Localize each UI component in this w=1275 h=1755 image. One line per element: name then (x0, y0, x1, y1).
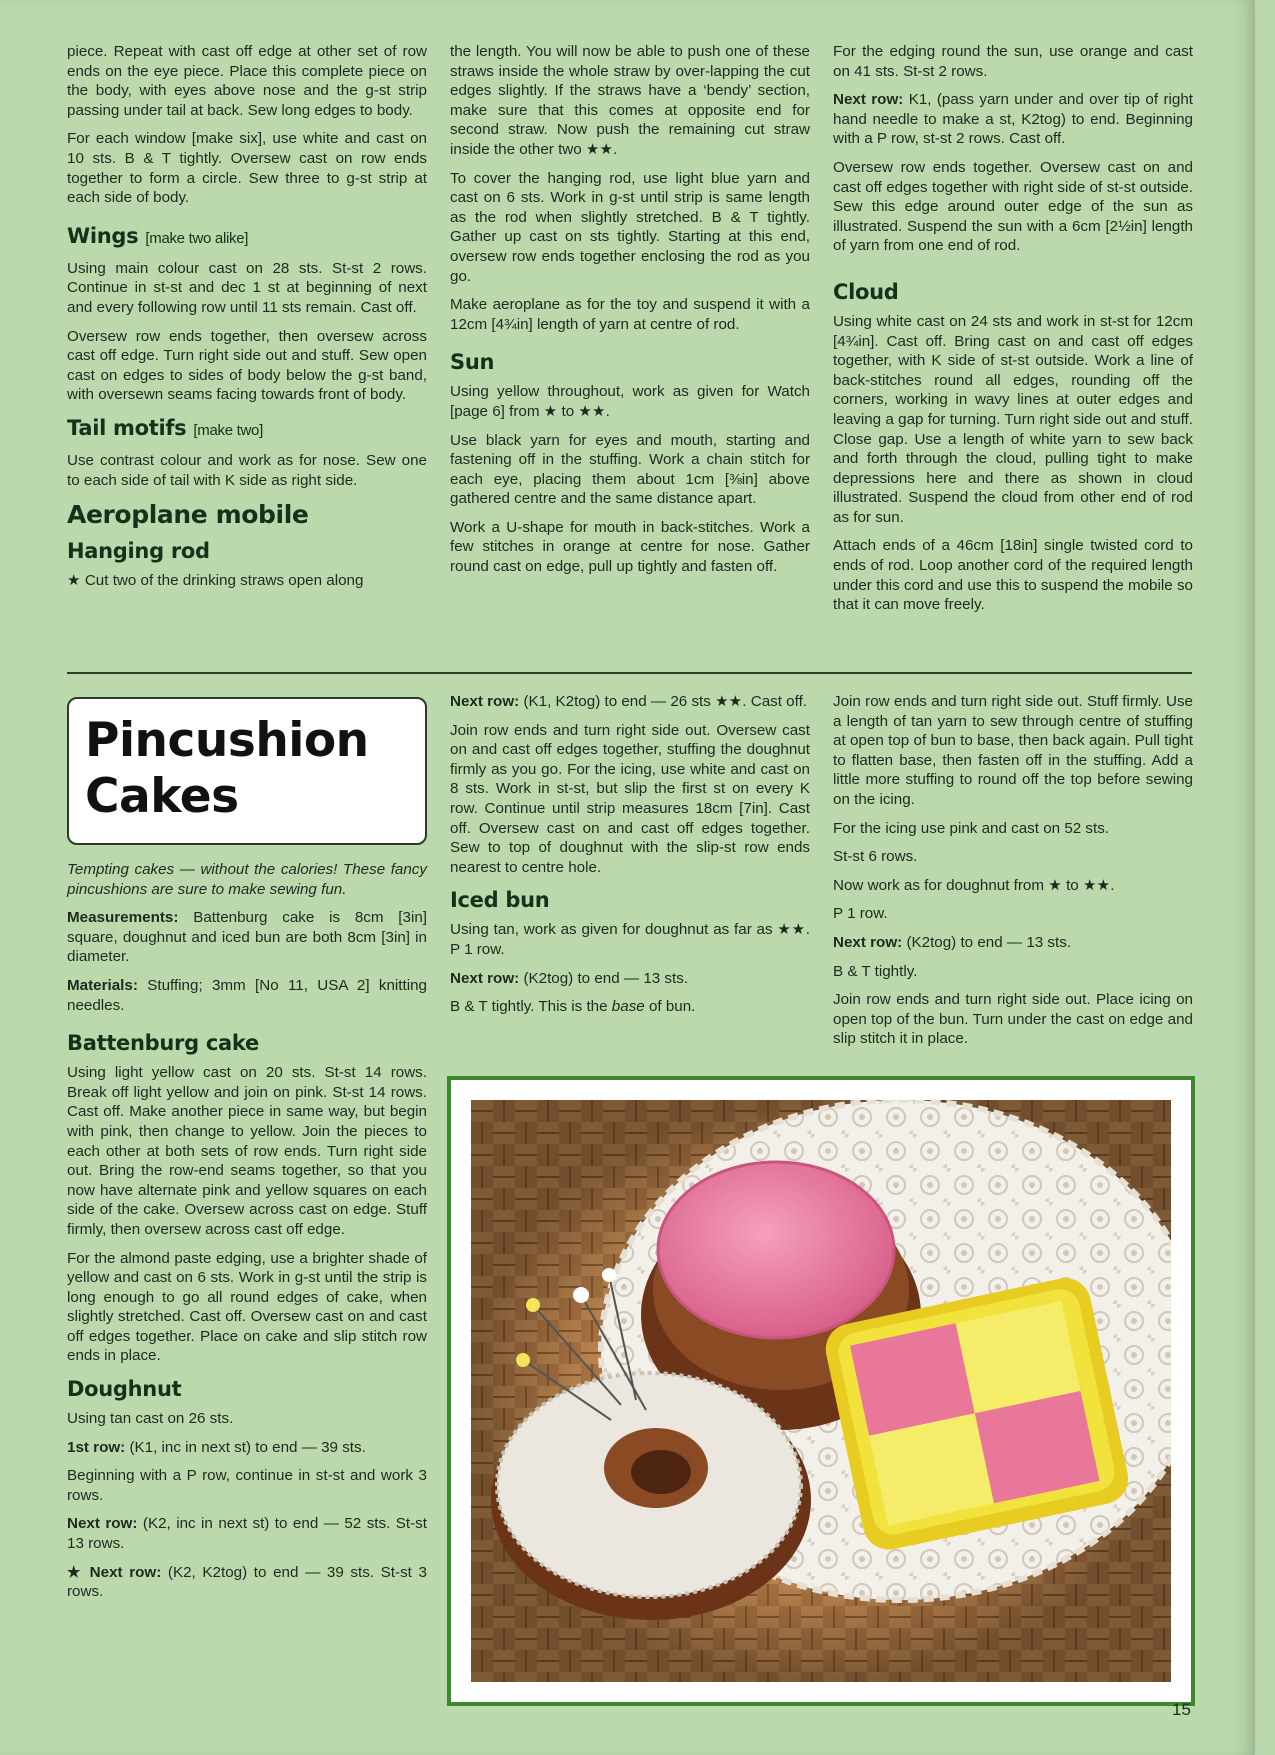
paragraph: Materials: Stuffing; 3mm [No 11, USA 2] knitting needles. (67, 976, 427, 1014)
paragraph: Join row ends and turn right side out. Oversew cast on and cast off edges together, stuffing the doughnut firmly as you go. For the icing, use white and cast on 8 sts. Work in st-st, but slip the first st on every K row. Continue until strip measures 18cm [7in]. Cast off. Oversew cast on and cast off edges together. Sew to top of doughnut with the slip-st row ends nearest to centre hole. (450, 721, 810, 876)
paragraph: B & T tightly. (833, 962, 918, 980)
column-1-bottom (67, 860, 427, 1611)
paragraph: Oversew row ends together. Oversew cast on and cast off edges together with right side of st-st outside. Sew this edge around outer edge of the sun as illustrated. Suspend the sun with a 6cm [2½in] length of yarn from one end of rod. (833, 158, 1193, 255)
paragraph: Using tan cast on 26 sts. (67, 1410, 234, 1428)
paragraph: B & T tightly. This is the base of bun. (450, 998, 696, 1016)
page-number: 15 (1172, 1700, 1191, 1719)
paragraph: Join row ends and turn right side out. Place icing on open top of the bun. Turn under the cast on edge and slip stitch it in place. (833, 991, 1193, 1048)
section-heading-aeroplane-mobile: Aeroplane mobile (67, 500, 309, 530)
paragraph: 1st row: (K1, inc in next st) to end — 39 sts. (67, 1438, 366, 1456)
paragraph: Using white cast on 24 sts and work in st-st for 12cm [4¾in]. Cast off. Bring cast on and cast off edges together, with K side of st-st outside. Work a line of back-stitches round all edges, rounding off the corners, working in wavy lines at outer edges and leaving a gap for turning. Turn right side out and stuff. Close gap. Use a length of white yarn to sew back and forth through the cloud, pulling tight to make depressions here and there as shown in cloud illustrated. Suspend the cloud from other end of rod as for sun. (833, 312, 1193, 526)
column-2-bottom (450, 692, 810, 1026)
paragraph: Using tan, work as given for doughnut as far as ★★. P 1 row. (450, 921, 810, 958)
section-heading-wings: Wings [make two alike] (67, 223, 249, 248)
paragraph: For the icing use pink and cast on 52 sts. (833, 819, 1110, 837)
paragraph: piece. Repeat with cast off edge at other set of row ends on the eye piece. Place this complete piece on the body, with eyes above nose and the g-st strip passing under tail at back. Sew long edges to body. (67, 43, 427, 119)
paragraph: Next row: K1, (pass yarn under and over tip of right hand needle to make a st, K2tog) to end. Beginning with a P row, st-st 2 rows. Cast off. (833, 91, 1193, 148)
intro-text: Tempting cakes — without the calories! These fancy pincushions are sure to make sewing fun. (67, 861, 427, 898)
title-box (67, 697, 427, 845)
section-heading-battenburg: Battenburg cake (67, 1031, 259, 1056)
page-title-line-2: Cakes (85, 769, 239, 824)
row-label: Next row: (450, 969, 520, 987)
section-heading-hanging-rod: Hanging rod (67, 539, 210, 564)
page-title-line-1: Pincushion (85, 713, 369, 768)
paragraph: Join row ends and turn right side out. Stuff firmly. Use a length of tan yarn to sew through centre of stuffing at open top of bun to base, then back again. Pull tight to flatten base, then fasten off in the stuffing. Add a little more stuffing to round off the top before sewing on the icing. (833, 693, 1193, 808)
paragraph: Using main colour cast on 28 sts. St-st 2 rows. Continue in st-st and dec 1 st at beginning of next and every following row until 11 sts remain. Cast off. (67, 259, 427, 316)
row-label: Next row: (450, 693, 520, 710)
section-divider (67, 672, 1192, 674)
section-heading-iced-bun: Iced bun (450, 888, 550, 913)
row-label: Next row: (833, 91, 904, 109)
paragraph: Next row: (K1, K2tog) to end — 26 sts ★★. Cast off. (450, 693, 808, 710)
paragraph: Work a U-shape for mouth in back-stitches. Work a few stitches in orange at centre for nose. Gather round cast on edge, pull up tightly and fasten off. (450, 518, 810, 576)
paragraph: Next row: (K2tog) to end — 13 sts. (450, 969, 689, 987)
paragraph: For the almond paste edging, use a brighter shade of yellow and cast on 6 sts. Work in g-st until the strip is long enough to go all round edges of cake, when slightly stretched. Cast off. Oversew cast on and cast off edges together. Place on cake and slip stitch row ends in place. (67, 1249, 427, 1365)
photo-frame (447, 1076, 1195, 1706)
paragraph: For the edging round the sun, use orange and cast on 41 sts. St-st 2 rows. (833, 43, 1193, 80)
section-heading-sun: Sun (450, 350, 495, 375)
paragraph: Use black yarn for eyes and mouth, starting and fastening off in the stuffing. Work a chain stitch for each eye, placing them about 1cm [⅜in] above gathered centre and the same distance apart. (450, 431, 810, 508)
paragraph: St-st 6 rows. (833, 848, 918, 866)
section-heading-cloud: Cloud (833, 279, 899, 304)
paragraph: Make aeroplane as for the toy and suspend it with a 12cm [4¾in] length of yarn at centre of rod. (450, 296, 810, 333)
paragraph: Now work as for doughnut from ★ to ★★. (833, 876, 1115, 894)
row-label: ★ Next row: (67, 1563, 162, 1581)
paragraph: Beginning with a P row, continue in st-st and work 3 rows. (67, 1467, 427, 1504)
paragraph: Next row: (K2, inc in next st) to end — 52 sts. St-st 13 rows. (67, 1515, 427, 1553)
paragraph: To cover the hanging rod, use light blue yarn and cast on 6 sts. Work in g-st until strip is same length as the rod when slightly stretched. B & T tightly. Gather up cast on sts tightly. Starting at this end, oversew row ends together enclosing the rod as you go. (450, 169, 810, 285)
row-label: Next row: (67, 1515, 138, 1533)
paragraph: Next row: (K2tog) to end — 13 sts. (833, 933, 1072, 951)
column-3-top (833, 42, 1193, 624)
section-note: [make two alike] (145, 229, 249, 247)
column-2-top (450, 42, 810, 586)
paragraph: the length. You will now be able to push one of these straws inside the whole straw by over-lapping the cut edges slightly. If the straws have a ‘bendy’ section, make sure that this comes at opposite end for second straw. Now push the remaining cut straw inside the other two ★★. (450, 43, 810, 158)
paragraph: Attach ends of a 46cm [18in] single twisted cord to ends of rod. Loop another cord of the required length under this cord and use this to suspend the mobile so that it can move freely. (833, 537, 1193, 614)
paragraph: Using light yellow cast on 20 sts. St-st 14 rows. Break off light yellow and join on pink. St-st 14 rows. Cast off. Make another piece in same way, but begin with pink, then change to yellow. Join the pieces to each other at both sets of row ends. Turn right side out. Bring the row-end seams together, so that you now have alternate pink and yellow squares on each side of the cake. Oversew across cast on edge. Stuff firmly, then oversew across cast off edge. (67, 1064, 427, 1238)
column-1-top (67, 42, 427, 600)
paragraph: Using yellow throughout, work as given for Watch [page 6] from ★ to ★★. (450, 383, 810, 420)
cakes-photo (471, 1100, 1171, 1682)
row-label: 1st row: (67, 1438, 126, 1456)
paragraph: Use contrast colour and work as for nose. Sew one to each side of tail with K side as right side. (67, 451, 427, 489)
column-3-bottom (833, 692, 1193, 1058)
section-note: [make two] (193, 421, 263, 439)
paragraph: Measurements: Battenburg cake is 8cm [3in] square, doughnut and iced bun are both 8cm [3in] in diameter. (67, 909, 427, 966)
paragraph: ★ Next row: (K2, K2tog) to end — 39 sts. St-st 3 rows. (67, 1563, 427, 1601)
paragraph: Oversew row ends together, then oversew across cast off edge. Turn right side out and stuff. Sew open cast on edges to sides of body below the g-st band, with oversewn seams facing towards front of body. (67, 327, 427, 404)
paragraph: ★ Cut two of the drinking straws open along (67, 572, 364, 590)
paragraph: P 1 row. (833, 905, 888, 923)
section-heading-tail-motifs: Tail motifs [make two] (67, 415, 263, 440)
row-label: Next row: (833, 933, 903, 951)
label: Materials: (67, 976, 138, 994)
section-heading-doughnut: Doughnut (67, 1377, 182, 1402)
paragraph: For each window [make six], use white and cast on 10 sts. B & T tightly. Oversew cast on row ends together to form a circle. Sew three to g-st strip at each side of body. (67, 130, 427, 207)
label: Measurements: (67, 909, 179, 927)
